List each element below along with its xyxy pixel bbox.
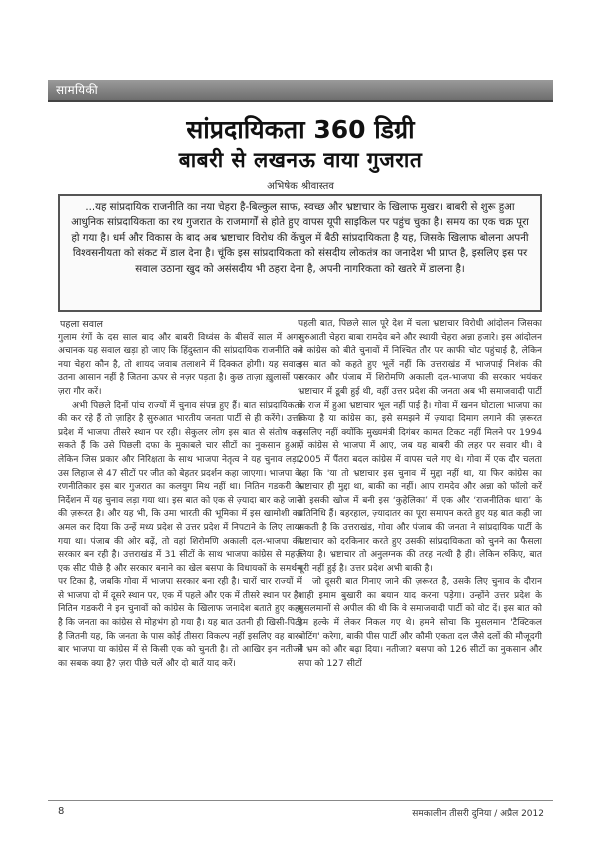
body-paragraph: जो दूसरी बात गिनाए जाने की ज़रूरत है, उसके लिए चुनाव के दौरान शाही इमाम बुखारी का बयान याद करना पड़ेगा। उन्होंने उत्तर प्रदेश के मुसलमानों से अपील की थी कि वे समाजवादी पार्टी को वोट दें। इस बात को हम हल्के में लेकर निकल गए थे। हमने सोचा कि मुसलमान 'टैक्टिकल वोटिंग' करेगा, बाकी पीस पार्टी और कौमी एकता दल जैसे दलों की मौजूदगी ने भ्रम को और बढ़ा दिया। नतीजा? बसपा को 126 सीटों का नुकसान और सपा को 127 सीटों bbox=[298, 577, 542, 669]
body-paragraph: अभी पिछले दिनों पांच राज्यों में चुनाव संपन्न हुए हैं। बात सांप्रदायिकता की कर रहे हैं तो ज़ाहिर है सुरुआत भारतीय जनता पार्टी से ही करेंगे। उत्तर प्रदेश में भाजपा तीसरे स्थान पर रही। सेकुलर लोग इस बात से संतोष कर सकते हैं कि उसे पिछली दफा के मुकाबले चार सीटों का नुकसान हुआ, लेकिन जिस प्रकार और निरिक्षता के साथ भाजपा नेतृत्व ने यह चुनाव लड़ा, उस लिहाज से 47 सीटों पर जीत को बेहतर प्रदर्शन कहा जाएगा। भाजपा के रणनीतिकार इस बार गुजरात का कलयुग मिथ नहीं था। नितिन गडकरी के निर्देशन में यह चुनाव लड़ा गया था। इस बात को एक से ज़्यादा बार कहे जाने की ज़रूरत है। और यह भी, कि उमा भारती की भूमिका में इस खामोशी का अमल कर दिया कि उन्हें मध्य प्रदेश से उत्तर प्रदेश में निपटाने के लिए लाया गया था। पंजाब की ओर बढ़ें, तो वहां शिरोमणि अकाली दल-भाजपा की सरकार बन रही है। उत्तराखंड में 31 सीटों के साथ भाजपा कांग्रेस से महज़ एक सीट पीछे है और सरकार बनाने का खेल बसपा के विधायकों के समर्थन पर टिका है, जबकि गोवा में भाजपा सरकार बना रही है। चारों चार राज्यों में से भाजपा दो में दूसरे स्थान पर, एक में पहले और एक में तीसरे स्थान पर है। नितिन गडकरी ने इन चुनावों को कांग्रेस के खिलाफ जनादेश बताते हुए कहा है कि जनता का कांग्रेस से मोहभंग हो गया है। यह बात उतनी ही खिसी-पिटी है जितनी यह, कि जनता के पास कोई तीसरा विकल्प नहीं इसलिए वह बार-बार भाजपा या कांग्रेस में से किसी एक को चुनती है। तो आखिर इन नतीजों का सबक क्या है? ज़रा पीछे चलें और दो बातें याद करें। bbox=[58, 400, 302, 669]
section-header-bar bbox=[48, 80, 553, 102]
article-title: सांप्रदायिकता 360 डिग्री bbox=[186, 115, 415, 144]
abstract-text: ...यह सांप्रदायिक राजनीति का नया चेहरा है-बिल्कुल साफ, स्वच्छ और भ्रष्टाचार के खिलाफ मुखर। बाबरी से शुरू हुआ आधुनिक सांप्रदायिकता का रथ गुजरात के राजमार्गों से होते हुए वापस यूपी साइकिल पर पहुंच चुका है। समय का एक चक्र पूरा हो गया है। धर्म और विकास के बाद अब भ्रष्टाचार विरोध की केंचुल में बैठी सांप्रदायिकता है यह, जिसके खिलाफ बोलना अपनी विश्वसनीयता को संकट में डाल देना है। चूंकि इस सांप्रदायिकता को संसदीय लोकतंत्र का जनादेश भी प्राप्त है, इसलिए इस पर सवाल उठाना खुद को असंसदीय भी ठहरा देना है, अपनी नागरिकता को खतरे में डालना है। bbox=[71, 202, 529, 275]
right-column bbox=[298, 318, 542, 796]
body-paragraph: पहली बात, पिछले साल पूरे देश में चला भ्रष्टाचार विरोधी आंदोलन जिसका सुरुआती चेहरा बाबा रामदेव बने और स्थायी चेहरा अन्ना हजारे। इस आंदोलन ने कांग्रेस को बीते चुनावों में निश्चित तौर पर काफी चोट पहुंचाई है, लेकिन इस बात को कहते हुए भूलें नहीं कि उत्तराखंड में भाजपाई निशंक की सरकार और पंजाब में शिरोमणि अकाली दल-भाजपा की सरकार भयंकर भ्रष्टाचार में डूबी हुई थी, वहीं उत्तर प्रदेश की जनता अब भी समाजवादी पार्टी के राज में हुआ भ्रष्टाचार भूल नहीं पाई है। गोवा में खनन घोटाला भाजपा का किया है या कांग्रेस का, इसे समझने में ज़्यादा दिमाग लगाने की ज़रूरत इसलिए नहीं क्योंकि मुख्यमंत्री दिगंबर कामत टिकट नहीं मिलने पर 1994 में कांग्रेस से भाजपा में आए, जब यह बाबरी की लहर पर सवार थी। वे 2005 में पैंतरा बदल कांग्रेस में वापस चले गए थे। गोवा में एक दौर चलता रहा कि 'या तो भ्रष्टाचार इस चुनाव में मुद्दा नहीं था, या फिर कांग्रेस का भ्रष्टाचार ही मुद्दा था, बाकी का नहीं। आप रामदेव और अन्ना को फॉलो करें तो इसकी खोज में बनी इस ‘कुहेलिका’ में एक और ‘राजनीतिक धारा’ के प्रतिनिधि हैं। बहरहाल, ज़्यादातर का पूरा समापन करते हुए यह बात कही जा सकती है कि उत्तराखंड, गोवा और पंजाब की जनता ने सांप्रदायिक पार्टी के भ्रष्टाचार को दरकिनार करते हुए उसकी सांप्रदायिकता को चुनने का फैसला लिया है। भ्रष्टाचार तो अनुलग्नक की तरह नत्थी है ही। लेकिन रुकिए, बात पूरी नहीं हुई है। उत्तर प्रदेश अभी बाकी है। bbox=[298, 319, 542, 574]
body-paragraph: गुलाम रंगों के दस साल बाद और बाबरी विध्वंस के बीसवें साल में अगर अचानक यह सवाल खड़ा हो जाए कि हिंदुस्तान की सांप्रदायिक राजनीति का नया चेहरा कौन है, तो शायद जवाब तलाशने में दिक्कत होगी। यह सवाल उतना आसान नहीं है जितना ऊपर से नज़र पड़ता है। कुछ ताज़ा ख़ुलासों पर ज़रा गौर करें। bbox=[58, 332, 302, 397]
section-label: सामयिकी bbox=[56, 83, 98, 97]
author-byline: अभिषेक श्रीवास्तव bbox=[267, 181, 334, 192]
page-number: 8 bbox=[58, 806, 65, 817]
left-column bbox=[58, 318, 302, 796]
section-subheading: पहला सवाल bbox=[60, 319, 103, 330]
abstract-box bbox=[58, 194, 542, 312]
article-subtitle: बाबरी से लखनऊ वाया गुजरात bbox=[178, 148, 423, 172]
publication-footer: समकालीन तीसरी दुनिया / अप्रैल 2012 bbox=[412, 809, 544, 819]
footer-divider bbox=[48, 800, 553, 801]
